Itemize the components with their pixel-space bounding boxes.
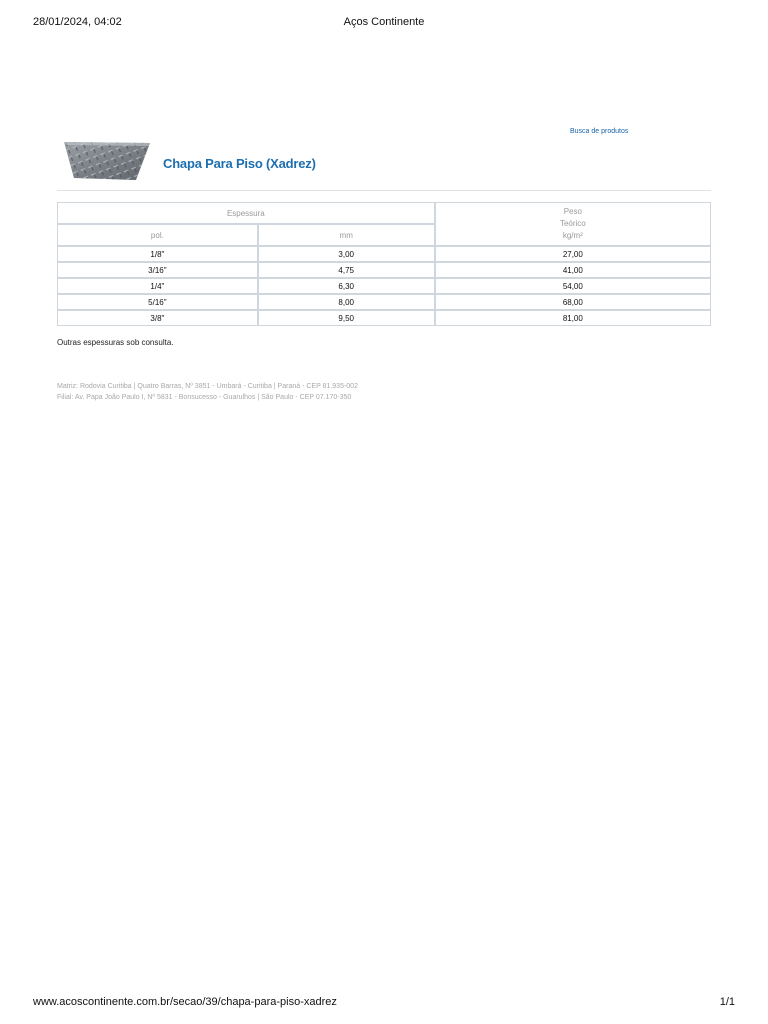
product-title: Chapa Para Piso (Xadrez) <box>163 156 316 171</box>
mm-cell: 3,00 <box>258 246 435 262</box>
peso-cell: 54,00 <box>435 278 711 294</box>
matriz-address: Matriz: Rodovia Curitiba | Quatro Barras, Nº 3851 - Umbará - Curitiba | Paraná - CEP 81.935-002 <box>57 383 358 390</box>
table-row <box>57 294 711 310</box>
pol-column-header: pol. <box>57 224 258 246</box>
espessura-header: Espessura <box>57 202 435 224</box>
pol-cell: 1/8" <box>57 246 258 262</box>
table-row <box>57 262 711 278</box>
company-address <box>57 381 358 403</box>
table-row <box>57 246 711 262</box>
print-url: www.acoscontinente.com.br/secao/39/chapa-para-piso-xadrez <box>33 996 337 1008</box>
mm-cell: 9,50 <box>258 310 435 326</box>
pol-cell: 1/4" <box>57 278 258 294</box>
peso-cell: 81,00 <box>435 310 711 326</box>
consultation-note: Outras espessuras sob consulta. <box>57 338 174 347</box>
print-title: Aços Continente <box>343 16 425 28</box>
checker-plate-image <box>60 140 152 182</box>
table-row <box>57 278 711 294</box>
peso-header <box>435 202 711 246</box>
pol-cell: 5/16" <box>57 294 258 310</box>
thickness-weight-table <box>57 202 711 326</box>
pol-cell: 3/16" <box>57 262 258 278</box>
peso-header-line-1: Peso <box>563 207 582 216</box>
filial-address: Filial: Av. Papa João Paulo I, Nº 5831 - Bonsucesso - Guarulhos | São Paulo - CEP 07.170-350 <box>57 394 352 401</box>
search-products-link[interactable]: Busca de produtos <box>570 128 629 135</box>
header-divider <box>57 190 711 191</box>
print-page-number: 1/1 <box>719 996 735 1008</box>
peso-header-line-2: Teórico <box>559 219 586 228</box>
mm-column-header: mm <box>258 224 435 246</box>
peso-header-line-3: kg/m² <box>562 231 583 240</box>
peso-cell: 41,00 <box>435 262 711 278</box>
mm-cell: 8,00 <box>258 294 435 310</box>
pol-cell: 3/8" <box>57 310 258 326</box>
mm-cell: 6,30 <box>258 278 435 294</box>
peso-cell: 68,00 <box>435 294 711 310</box>
mm-cell: 4,75 <box>258 262 435 278</box>
print-date: 28/01/2024, 04:02 <box>33 16 122 28</box>
table-row <box>57 310 711 326</box>
peso-cell: 27,00 <box>435 246 711 262</box>
